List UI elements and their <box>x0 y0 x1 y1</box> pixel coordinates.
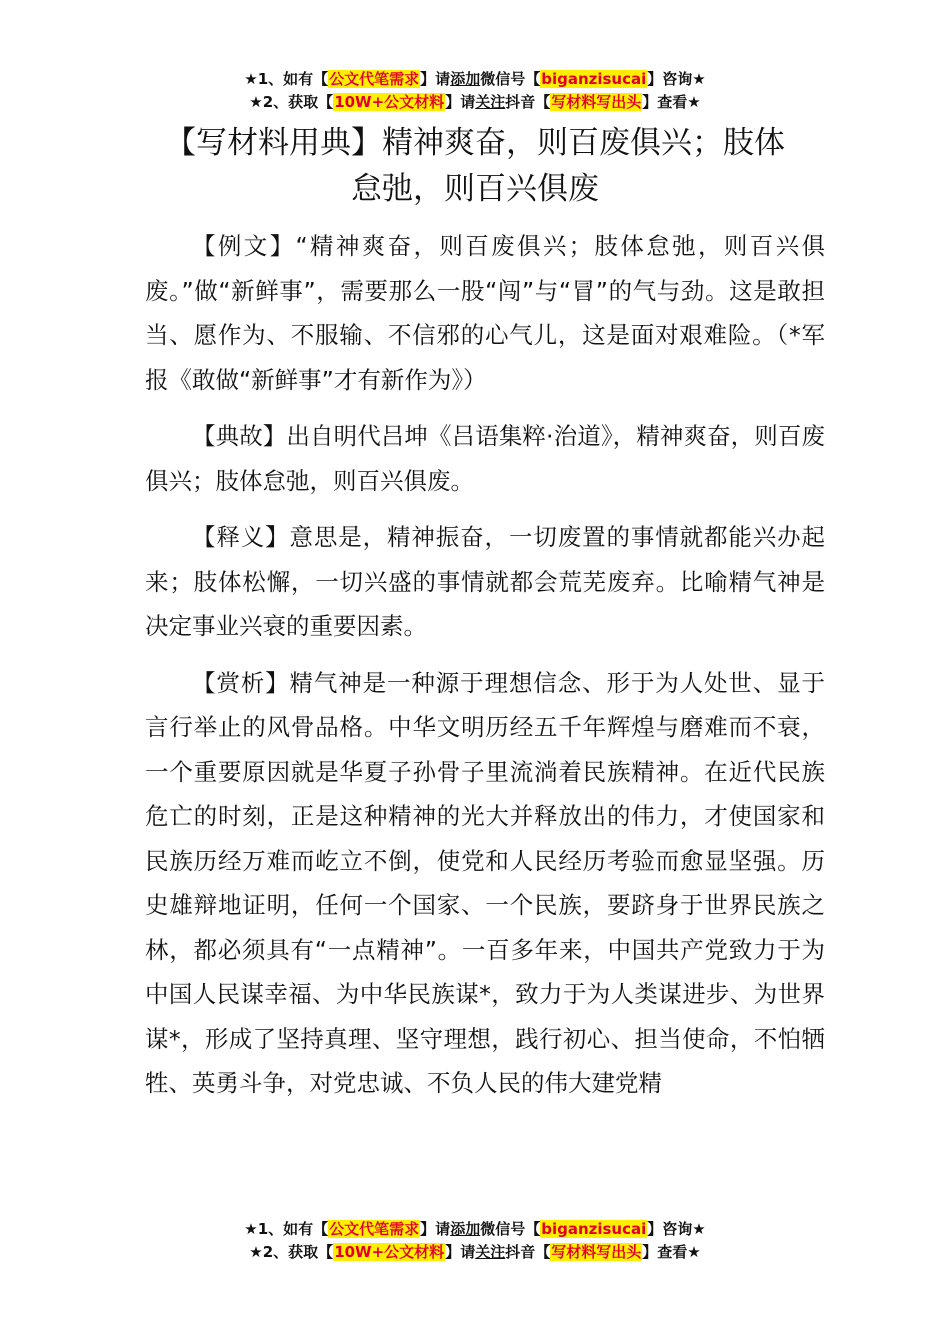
footer-banner-line-2: ★2、获取【10W+公文材料】请关注抖音【写材料写出头】查看★ <box>249 1243 701 1261</box>
footer-highlight-wechat-id: biganzisucai <box>541 1220 647 1238</box>
banner-highlight-service: 公文代笔需求 <box>329 70 420 88</box>
footer-banner-line-1: ★1、如有【公文代笔需求】请添加微信号【biganzisucai】咨询★ <box>244 1220 706 1238</box>
footer-highlight-service: 公文代笔需求 <box>329 1220 420 1238</box>
footer-highlight-douyin: 写材料写出头 <box>551 1243 642 1261</box>
paragraph-allusion: 【典故】出自明代吕坤《吕语集粹·治道》，精神爽奋，则百废俱兴；肢体怠弛，则百兴俱废。 <box>145 422 825 495</box>
banner-line-1: ★1、如有【公文代笔需求】请添加微信号【biganzisucai】咨询★ <box>244 70 706 88</box>
footer-highlight-materials: 10W+公文材料 <box>334 1243 445 1261</box>
banner-highlight-materials: 10W+公文材料 <box>334 93 445 111</box>
document-body <box>145 224 825 1106</box>
document-title: 【写材料用典】精神爽奋，则百废俱兴；肢体怠弛，则百兴俱废 <box>165 125 785 207</box>
footer-banner <box>0 1218 950 1264</box>
paragraph-meaning: 【释义】意思是，精神振奋，一切废置的事情就都能兴办起来；肢体松懈，一切兴盛的事情就都会荒芜废弃。比喻精气神是决定事业兴衰的重要因素。 <box>145 523 825 640</box>
paragraph-example: 【例文】“精神爽奋，则百废俱兴；肢体怠弛，则百兴俱废。”做“新鲜事”，需要那么一股“闯”与“冒”的气与劲。这是敢担当、愿作为、不服输、不信邪的心气儿，这是面对艰难险。（*军报《敢做“新鲜事”才有新作为》） <box>145 232 825 394</box>
header-banner <box>0 68 950 114</box>
paragraph-appreciation: 【赏析】精气神是一种源于理想信念、形于为人处世、显于言行举止的风骨品格。中华文明历经五千年辉煌与磨难而不衰，一个重要原因就是华夏子孙骨子里流淌着民族精神。在近代民族危亡的时刻，正是这种精神的光大并释放出的伟力，才使国家和民族历经万难而屹立不倒，使党和人民经历考验而愈显坚强。历史雄辩地证明，任何一个国家、一个民族，要跻身于世界民族之林，都必须具有“一点精神”。一百多年来，中国共产党致力于为中国人民谋幸福、为中华民族谋*，致力于为人类谋进步、为世界谋*，形成了坚持真理、坚守理想，践行初心、担当使命，不怕牺牲、英勇斗争，对党忠诚、不负人民的伟大建党精 <box>145 668 825 1097</box>
banner-highlight-douyin: 写材料写出头 <box>551 93 642 111</box>
banner-line-2: ★2、获取【10W+公文材料】请关注抖音【写材料写出头】查看★ <box>249 93 701 111</box>
banner-highlight-wechat-id: biganzisucai <box>541 70 647 88</box>
